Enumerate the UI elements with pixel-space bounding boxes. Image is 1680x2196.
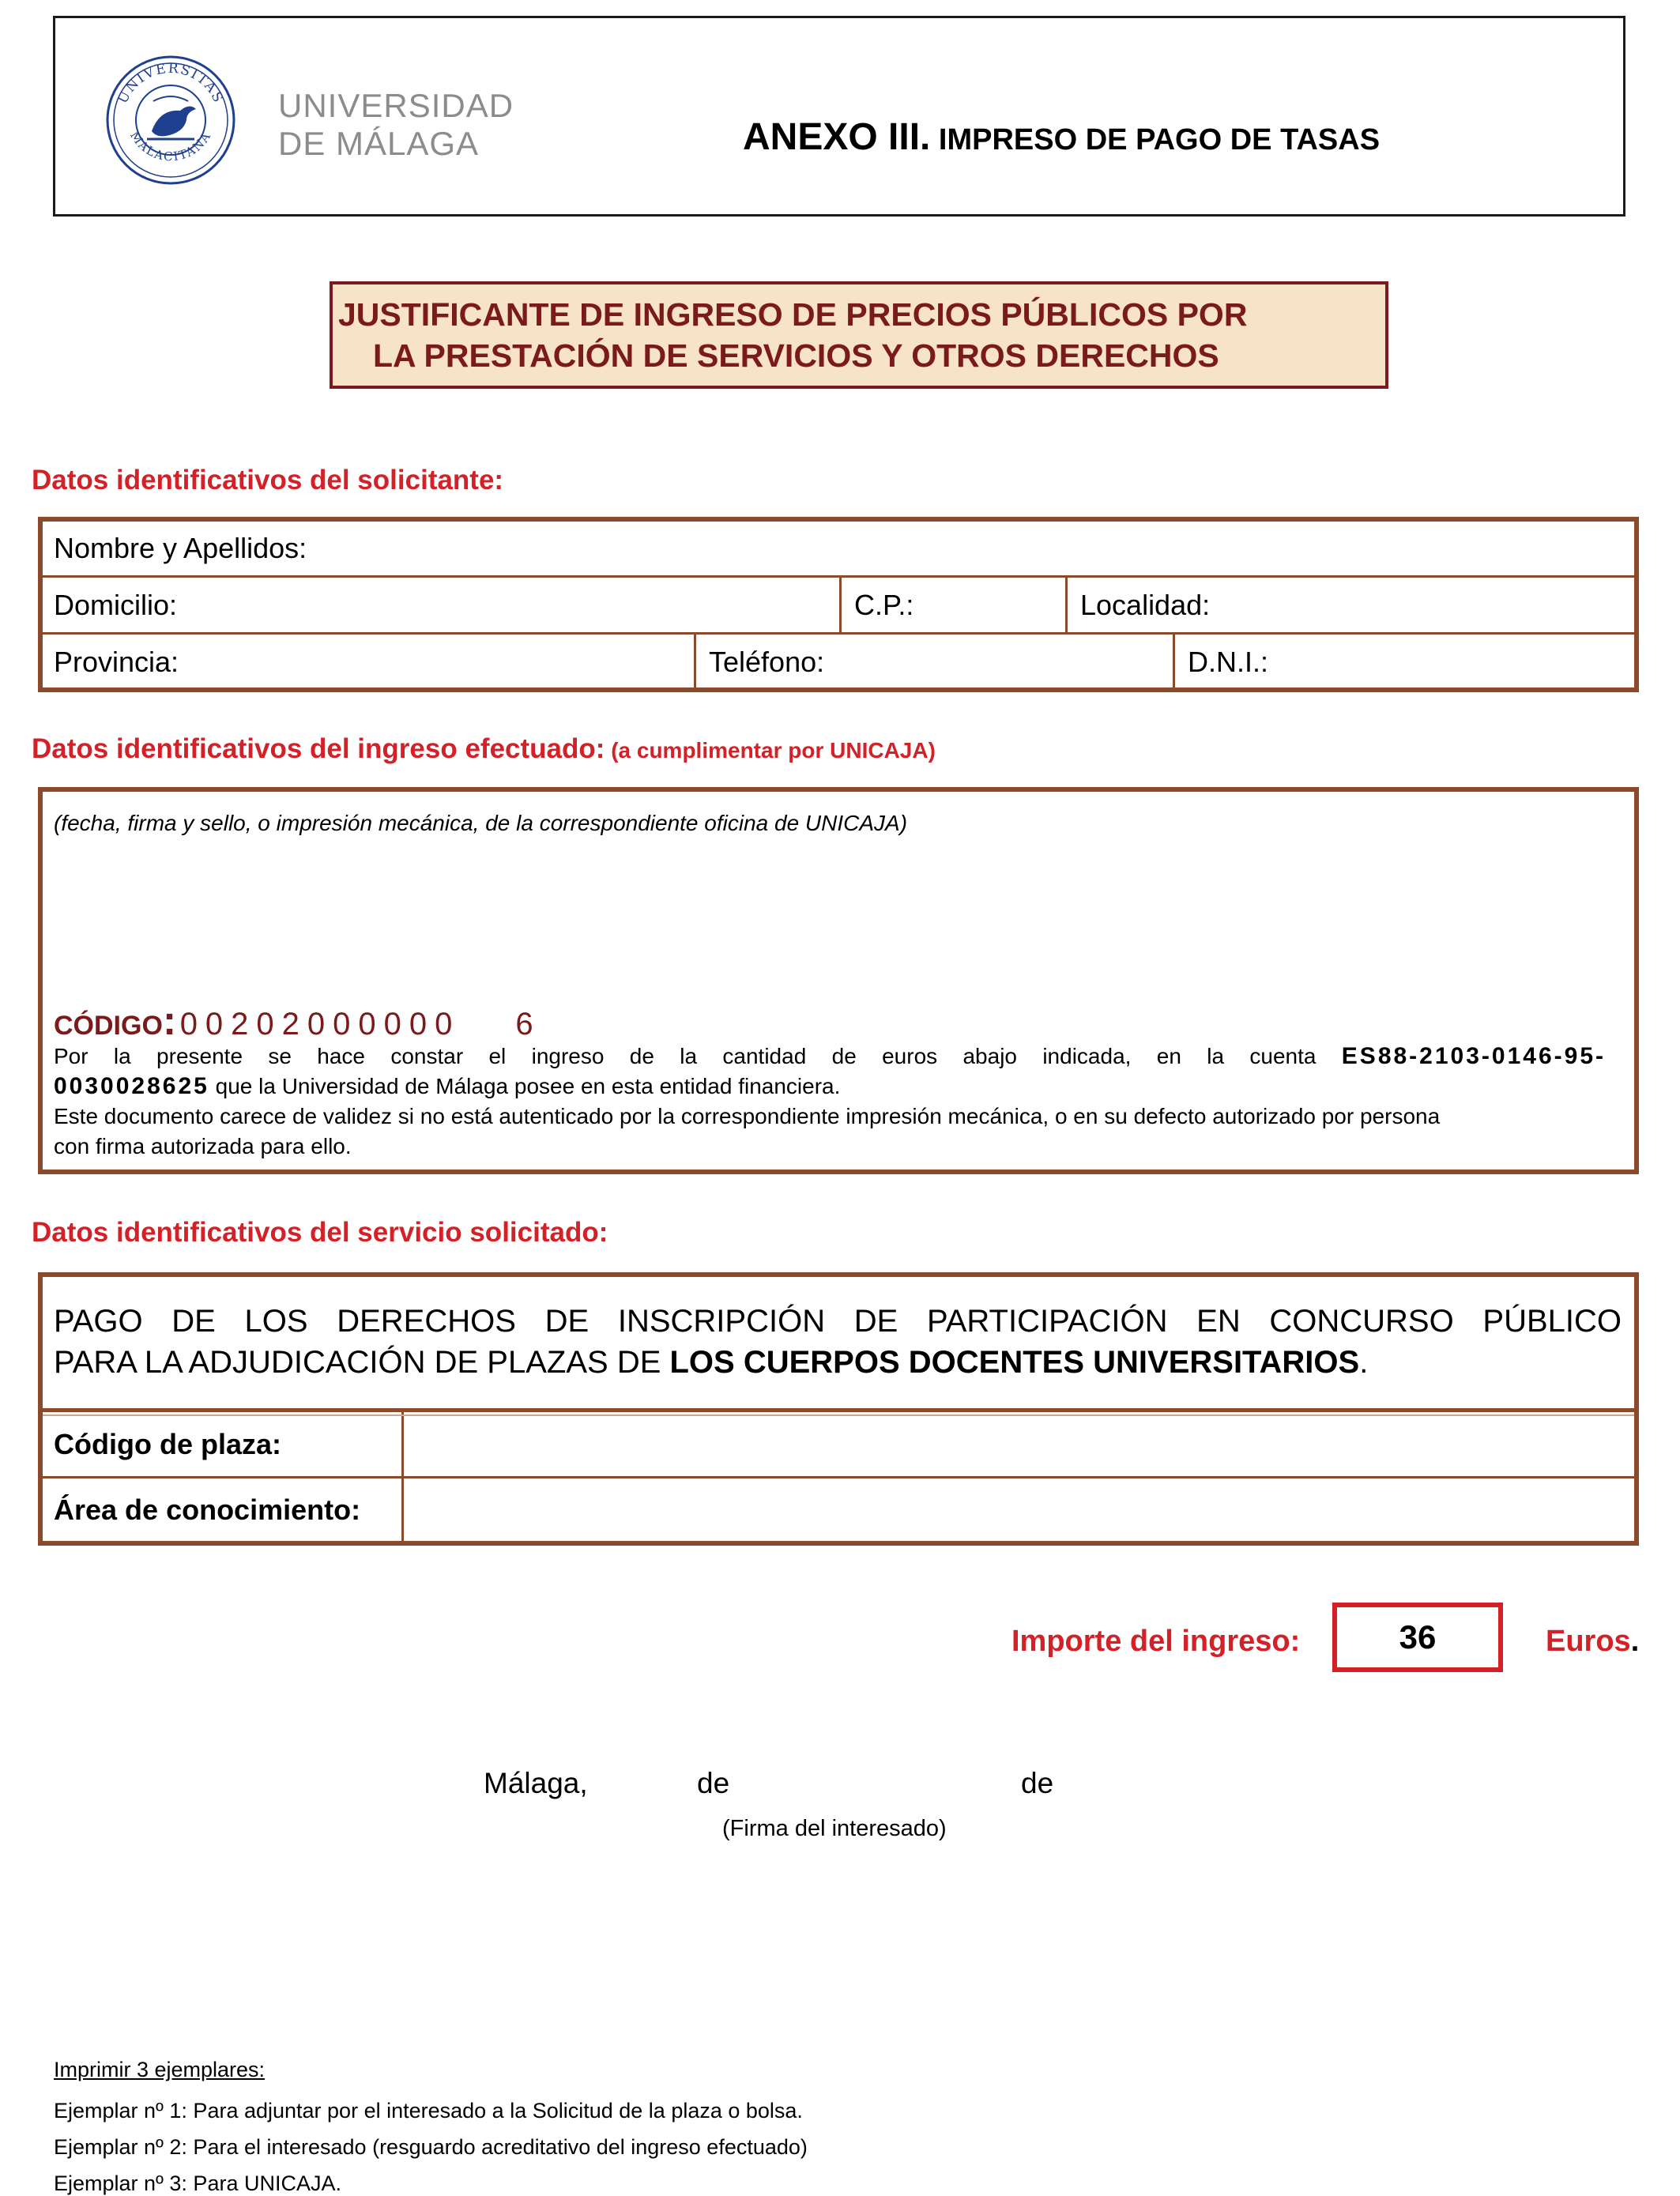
section-label-ingreso-main: Datos identificativos del ingreso efectuado: <box>32 733 605 764</box>
university-name-line1: UNIVERSIDAD <box>278 87 514 124</box>
label-provincia: Provincia: <box>54 645 179 678</box>
label-nombre: Nombre y Apellidos: <box>54 532 307 564</box>
field-dni[interactable] <box>1175 635 1625 689</box>
ingreso-text-line1 <box>54 1041 1606 1072</box>
section-label-servicio: Datos identificativos del servicio solicitado: <box>32 1217 608 1248</box>
importe-label: Importe del ingreso: <box>1011 1625 1301 1658</box>
ingreso-note: (fecha, firma y sello, o impresión mecánica, de la correspondiente oficina de UNICAJA) <box>54 811 908 835</box>
firma-de-1: de <box>697 1767 730 1799</box>
field-codigo-plaza[interactable] <box>405 1413 1629 1476</box>
codigo-line <box>54 997 533 1045</box>
firma-ciudad: Málaga, <box>484 1767 588 1799</box>
ingreso-text1b: que la Universidad de Málaga posee en esta entidad financiera. <box>209 1074 841 1098</box>
importe-currency-dot: . <box>1630 1625 1640 1658</box>
servicio-line2c: . <box>1359 1345 1369 1380</box>
field-nombre-apellidos[interactable] <box>41 522 1622 575</box>
field-telefono[interactable] <box>696 635 1170 689</box>
section-label-ingreso <box>32 733 936 765</box>
label-dni: D.N.I.: <box>1188 645 1269 678</box>
label-localidad: Localidad: <box>1080 588 1211 621</box>
field-provincia[interactable] <box>41 635 692 689</box>
label-telefono: Teléfono: <box>709 645 825 678</box>
codigo-colon: : <box>162 998 177 1044</box>
servicio-line2a: PARA LA ADJUDICACIÓN DE PLAZAS DE <box>54 1345 670 1380</box>
label-codigo-plaza: Código de plaza: <box>54 1428 281 1460</box>
ingreso-text1a: Por la presente se hace constar el ingreso de la cantidad de euros abajo indicada, en la cuenta <box>54 1044 1317 1068</box>
university-name <box>278 87 514 163</box>
importe-currency-word: Euros <box>1546 1625 1631 1658</box>
servicio-line2b: LOS CUERPOS DOCENTES UNIVERSITARIOS <box>669 1345 1360 1380</box>
field-cp[interactable] <box>842 578 1064 632</box>
servicio-line1: PAGO DE LOS DERECHOS DE INSCRIPCIÓN DE PARTICIPACIÓN EN CONCURSO PÚBLICO <box>54 1304 1622 1339</box>
annex-title-rest: IMPRESO DE PAGO DE TASAS <box>930 123 1381 156</box>
footer-item-3: Ejemplar nº 3: Para UNICAJA. <box>54 2172 341 2195</box>
servicio-description <box>54 1301 1622 1383</box>
document-title-line2: LA PRESTACIÓN DE SERVICIOS Y OTROS DERECHOS <box>373 337 1219 374</box>
firma-de-2: de <box>1021 1767 1054 1799</box>
university-name-line2: DE MÁLAGA <box>278 125 480 162</box>
codigo-dc: 6 <box>515 1007 533 1041</box>
servicio-line2 <box>54 1342 1622 1383</box>
footer-heading: Imprimir 3 ejemplares: <box>54 2058 266 2081</box>
importe-value: 36 <box>1332 1603 1503 1672</box>
annex-title <box>743 115 1380 159</box>
firma-label: (Firma del interesado) <box>722 1816 947 1841</box>
ingreso-text-line2 <box>54 1072 1606 1102</box>
cuenta-part2: 0030028625 <box>54 1073 209 1099</box>
label-domicilio: Domicilio: <box>54 588 178 621</box>
section-label-solicitante: Datos identificativos del solicitante: <box>32 465 504 495</box>
footer-item-2: Ejemplar nº 2: Para el interesado (resguardo acreditativo del ingreso efectuado) <box>54 2135 808 2159</box>
importe-currency <box>1546 1625 1639 1659</box>
field-domicilio[interactable] <box>41 578 838 632</box>
university-seal-icon <box>104 54 237 186</box>
section-label-ingreso-sub: (a cumplimentar por UNICAJA) <box>605 738 936 763</box>
codigo-value: 00202000000 <box>179 1007 461 1041</box>
svg-text:UNIVERSITAS <box>115 61 226 107</box>
document-title-line1: JUSTIFICANTE DE INGRESO DE PRECIOS PÚBLICOS POR <box>338 296 1248 333</box>
label-area-conocimiento: Área de conocimiento: <box>54 1494 361 1526</box>
ingreso-text-validez-2: con firma autorizada para ello. <box>54 1134 352 1158</box>
annex-title-number: ANEXO III. <box>743 116 931 158</box>
footer-item-1: Ejemplar nº 1: Para adjuntar por el interesado a la Solicitud de la plaza o bolsa. <box>54 2099 803 2123</box>
ingreso-text-validez: Este documento carece de validez si no está autenticado por la correspondiente impresión mecánica, o en su defecto autorizado por persona <box>54 1104 1441 1128</box>
cuenta-part1: ES88-2103-0146-95- <box>1341 1043 1606 1069</box>
field-localidad[interactable] <box>1068 578 1629 632</box>
label-cp: C.P.: <box>854 588 914 621</box>
seal-text-bottom: MALACITANA <box>126 128 214 164</box>
field-area-conocimiento[interactable] <box>405 1478 1629 1542</box>
codigo-label: CÓDIGO <box>54 1011 163 1041</box>
seal-text-top: UNIVERSITAS <box>115 60 227 107</box>
document-title <box>338 294 1381 376</box>
